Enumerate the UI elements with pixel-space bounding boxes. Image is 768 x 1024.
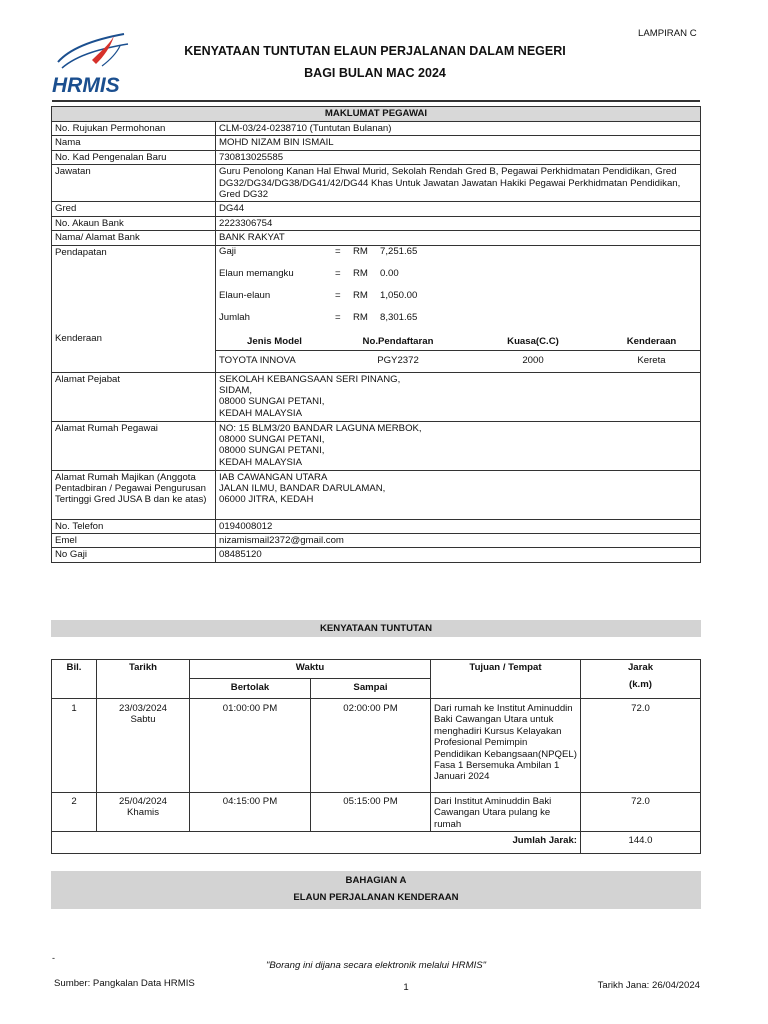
vehicle-header-plate: No.Pendaftaran	[362, 335, 434, 347]
post-value: Guru Penolong Kanan Hal Ehwal Murid, Sekolah Rendah Gred B, Pegawai Perkhidmatan Pendidikan, Gred DG32/DG34/DG38/DG41/42/DG44 Khas Untuk Jawatan Jawatan Hakiki Pegawai Perkhidmatan Pendidikan, Gred DG32	[216, 165, 701, 202]
form-title-line2: BAGI BULAN MAC 2024	[304, 66, 446, 80]
vehicle-cc: 2000	[463, 350, 603, 372]
office-address-label: Alamat Pejabat	[52, 372, 216, 421]
name-label: Nama	[52, 136, 216, 150]
row-date	[97, 793, 190, 832]
income-total-label: Jumlah	[219, 311, 250, 323]
vehicle-header-type: Kenderaan	[626, 335, 677, 347]
address-line: SEKOLAH KEBANGSAAN SERI PINANG,	[219, 373, 401, 385]
home-address-label: Alamat Rumah Pegawai	[52, 421, 216, 470]
table-row	[52, 136, 701, 150]
address-line: 06000 JITRA, KEDAH	[219, 494, 314, 506]
address-line: IAB CAWANGAN UTARA	[219, 471, 328, 483]
phone-label: No. Telefon	[52, 519, 216, 533]
vehicle-header-cc: Kuasa(C.C)	[507, 335, 559, 347]
row-depart: 01:00:00 PM	[190, 699, 311, 793]
total-distance-label: Jumlah Jarak:	[52, 832, 581, 854]
grade-value: DG44	[216, 202, 701, 216]
employer-address-label: Alamat Rumah Majikan (Anggota Pentadbiran / Pegawai Pengurusan Tertinggi Gred JUSA B dan ke atas)	[52, 470, 216, 519]
table-row	[52, 372, 701, 421]
hrmis-logo	[52, 26, 152, 98]
row-arrive: 02:00:00 PM	[311, 699, 431, 793]
ref-label: No. Rujukan Permohonan	[52, 122, 216, 136]
vehicle-model: TOYOTA INNOVA	[216, 350, 333, 372]
table-row	[52, 699, 701, 793]
hrmis-swoosh-icon	[52, 26, 152, 98]
table-row	[52, 534, 701, 548]
vehicle-label: Kenderaan	[55, 332, 102, 344]
income-allowance-label: Elaun-elaun	[219, 289, 271, 301]
table-row	[52, 245, 701, 372]
income-allowance-amount: 1,050.00	[380, 289, 418, 301]
row-distance: 72.0	[581, 793, 701, 832]
table-row	[52, 519, 701, 533]
section-a-subtitle: ELAUN PERJALANAN KENDERAAN	[293, 892, 459, 903]
col-time: Waktu	[190, 660, 431, 679]
col-date: Tarikh	[97, 660, 190, 699]
address-line: 08000 SUNGAI PETANI,	[219, 445, 325, 457]
office-address-value	[216, 372, 701, 421]
email-value: nizamismail2372@gmail.com	[216, 534, 701, 548]
section-title-claims: KENYATAAN TUNTUTAN	[51, 620, 701, 637]
table-row	[52, 165, 701, 202]
currency: RM	[353, 289, 368, 301]
distance-unit: (k.m)	[629, 679, 652, 690]
table-row	[52, 421, 701, 470]
address-line: 08000 SUNGAI PETANI,	[219, 396, 325, 408]
table-row	[52, 150, 701, 164]
header-divider	[52, 100, 700, 102]
section-a-title: BAHAGIAN A	[345, 875, 407, 886]
row-depart: 04:15:00 PM	[190, 793, 311, 832]
ic-value: 730813025585	[216, 150, 701, 164]
logo-text: HRMIS	[52, 74, 120, 97]
currency: RM	[353, 245, 368, 257]
vehicle-plate: PGY2372	[333, 350, 463, 372]
table-row	[52, 122, 701, 136]
income-acting-amount: 0.00	[380, 267, 399, 279]
equals-sign: =	[335, 311, 341, 323]
col-distance	[581, 660, 701, 699]
total-distance-value: 144.0	[581, 832, 701, 854]
post-label: Jawatan	[52, 165, 216, 202]
bank-account-value: 2223306754	[216, 216, 701, 230]
section-title-employee: MAKLUMAT PEGAWAI	[52, 107, 701, 122]
grade-label: Gred	[52, 202, 216, 216]
table-row	[52, 231, 701, 245]
salary-no-value: 08485120	[216, 548, 701, 562]
date-value: 25/04/2024	[118, 796, 167, 807]
row-bil: 2	[52, 793, 97, 832]
col-arrive: Sampai	[311, 679, 431, 699]
salary-no-label: No Gaji	[52, 548, 216, 562]
date-value: 23/03/2024	[118, 703, 167, 714]
distance-header: Jarak	[627, 662, 654, 673]
table-row	[52, 548, 701, 562]
ic-label: No. Kad Pengenalan Baru	[52, 150, 216, 164]
row-distance: 72.0	[581, 699, 701, 793]
email-label: Emel	[52, 534, 216, 548]
day-value: Sabtu	[130, 714, 156, 726]
claims-table	[51, 659, 701, 854]
address-line: 08000 SUNGAI PETANI,	[219, 434, 325, 446]
address-line: SIDAM,	[219, 385, 253, 397]
equals-sign: =	[335, 245, 341, 257]
table-row	[52, 202, 701, 216]
address-line: NO: 15 BLM3/20 BANDAR LAGUNA MERBOK,	[219, 422, 422, 434]
name-value: MOHD NIZAM BIN ISMAIL	[216, 136, 701, 150]
row-date	[97, 699, 190, 793]
address-line: JALAN ILMU, BANDAR DARULAMAN,	[219, 483, 386, 495]
row-arrive: 05:15:00 PM	[311, 793, 431, 832]
vehicle-header-model: Jenis Model	[247, 335, 302, 347]
equals-sign: =	[335, 267, 341, 279]
form-title-line1: KENYATAAN TUNTUTAN ELAUN PERJALANAN DALAM NEGERI	[184, 44, 566, 58]
bank-label: Nama/ Alamat Bank	[52, 231, 216, 245]
page-number: 1	[403, 982, 409, 993]
bank-account-label: No. Akaun Bank	[52, 216, 216, 230]
generated-date: Tarikh Jana: 26/04/2024	[597, 980, 700, 991]
vehicle-type: Kereta	[603, 350, 700, 372]
row-destination: Dari rumah ke Institut Aminuddin Baki Cawangan Utara untuk menghadiri Kursus Kelayakan Profesional Pemimpin Pendidikan Kebangsaan(NPQEL) Fasa 1 Bersemuka Ambilan 1 Januari 2024	[431, 699, 581, 793]
section-a-band	[51, 871, 701, 909]
employee-info-table	[51, 106, 701, 563]
income-gaji-amount: 7,251.65	[380, 245, 418, 257]
row-destination: Dari Institut Aminuddin Baki Cawangan Utara pulang ke rumah	[431, 793, 581, 832]
income-table	[216, 246, 700, 334]
day-value: Khamis	[127, 807, 159, 819]
address-line: KEDAH MALAYSIA	[219, 407, 302, 419]
currency: RM	[353, 267, 368, 279]
table-row	[52, 470, 701, 519]
equals-sign: =	[335, 289, 341, 301]
income-gaji-label: Gaji	[219, 245, 237, 257]
employer-address-value	[216, 470, 701, 519]
address-line: KEDAH MALAYSIA	[219, 456, 302, 468]
col-destination: Tujuan / Tempat	[431, 660, 581, 699]
bank-value: BANK RAKYAT	[216, 231, 701, 245]
data-source: Sumber: Pangkalan Data HRMIS	[54, 978, 195, 989]
income-total-amount: 8,301.65	[380, 311, 418, 323]
table-row	[52, 832, 701, 854]
phone-value: 0194008012	[216, 519, 701, 533]
footer-dash: -	[52, 953, 55, 963]
ref-value: CLM-03/24-0238710 (Tuntutan Bulanan)	[216, 122, 701, 136]
income-label: Pendapatan	[55, 246, 107, 258]
col-depart: Bertolak	[190, 679, 311, 699]
home-address-value	[216, 421, 701, 470]
currency: RM	[353, 311, 368, 323]
income-acting-label: Elaun memangku	[219, 267, 294, 279]
attachment-label: LAMPIRAN C	[638, 28, 697, 39]
vehicle-table	[216, 334, 700, 372]
col-bil: Bil.	[52, 660, 97, 699]
electronic-form-note: "Borang ini dijana secara elektronik melalui HRMIS"	[265, 960, 487, 971]
table-row	[52, 216, 701, 230]
table-row	[52, 793, 701, 832]
row-bil: 1	[52, 699, 97, 793]
